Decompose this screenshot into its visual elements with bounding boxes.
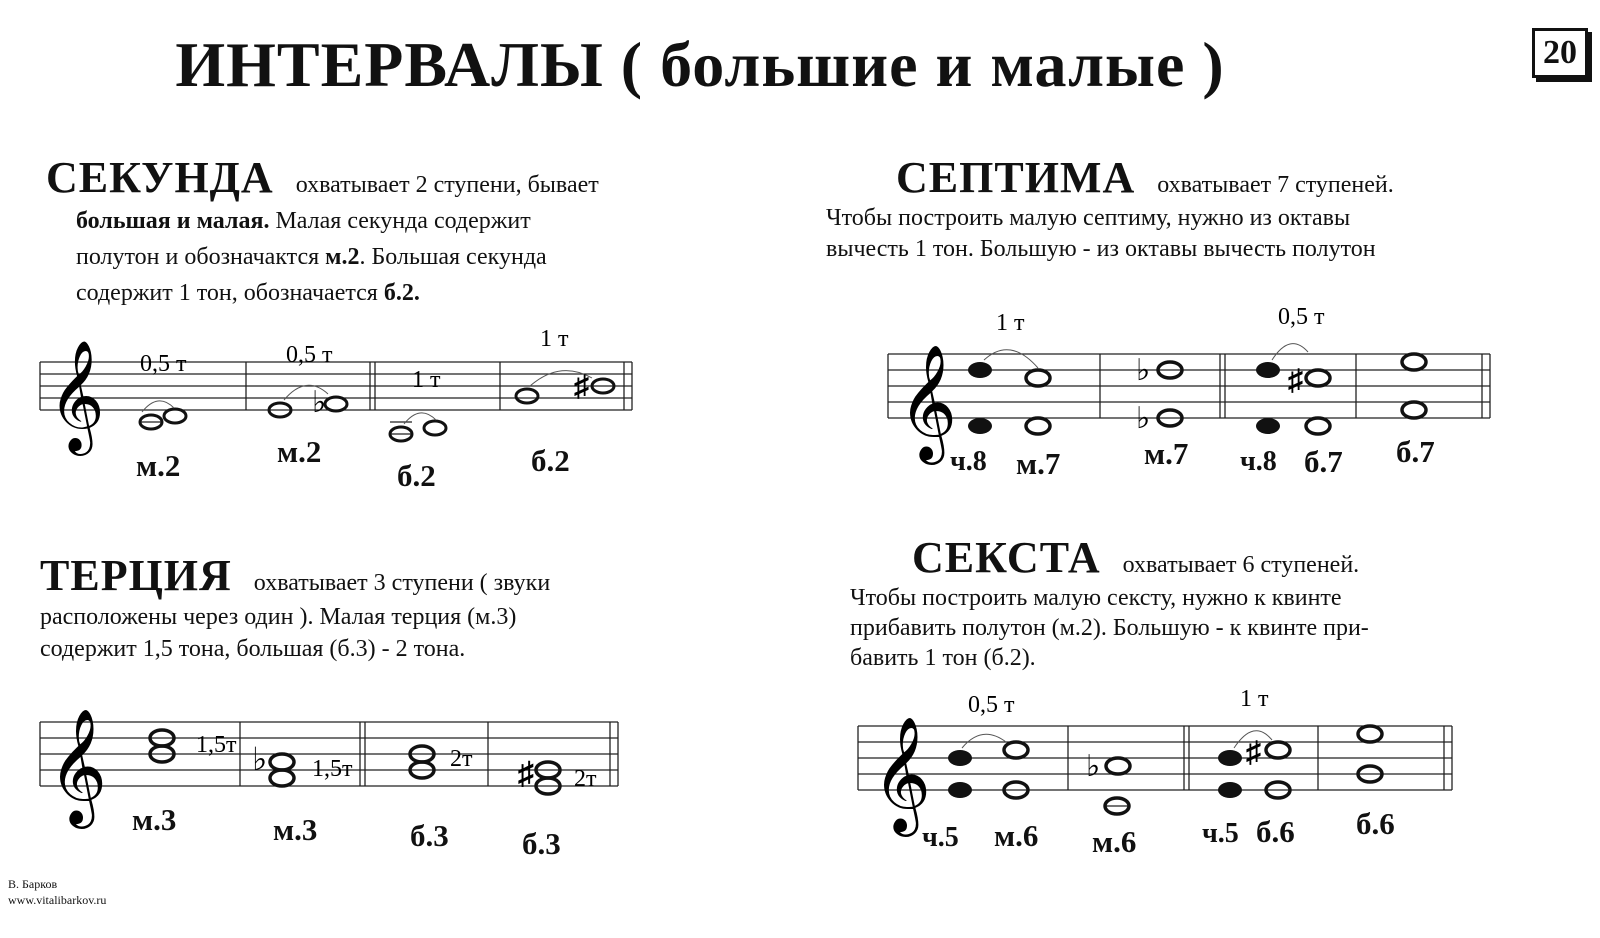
annotation: 1 т <box>996 310 1025 336</box>
interval-label: м.3 <box>273 812 318 847</box>
annotation: 1,5т <box>196 732 237 758</box>
interval-label: б.7 <box>1396 434 1435 469</box>
treble-clef-icon: 𝄞 <box>48 342 105 449</box>
interval-label: ч.8 <box>950 446 987 477</box>
footer <box>8 876 106 908</box>
footer-site[interactable]: www.vitalibarkov.ru <box>8 893 107 907</box>
heading-third: ТЕРЦИЯ <box>40 551 232 600</box>
footer-author: В. Барков <box>8 877 58 891</box>
interval-label: ч.5 <box>1202 818 1239 849</box>
interval-label: м.7 <box>1144 436 1189 471</box>
sharp-icon: ♯ <box>518 755 534 791</box>
second-text-3-end: . Большая секунда <box>359 244 547 270</box>
seventh-text-1: охватывает 7 ступеней. <box>1157 172 1394 198</box>
flat-icon: ♭ <box>1136 354 1151 387</box>
interval-label: м.3 <box>132 802 177 837</box>
second-text-1: охватывает 2 ступени, бывает <box>295 172 599 198</box>
section-second <box>46 153 696 311</box>
sixth-text-4: бавить 1 тон (б.2). <box>850 645 1036 671</box>
second-text-2-bold: большая и малая. <box>76 208 270 234</box>
annotation: 1,5т <box>312 756 353 782</box>
sharp-icon: ♯ <box>574 370 589 403</box>
page-number: 20 <box>1532 28 1588 78</box>
interval-label: б.6 <box>1256 814 1295 849</box>
treble-clef-icon: 𝄞 <box>48 711 108 822</box>
page-title: ИНТЕРВАЛЫ ( большие и малые ) <box>175 29 1225 100</box>
interval-label: м.7 <box>1016 446 1061 481</box>
section-third <box>40 551 680 665</box>
heading-sixth: СЕКСТА <box>912 533 1101 582</box>
annotation: 2т <box>450 746 473 772</box>
sharp-icon: ♯ <box>1246 736 1261 769</box>
second-text-4: содержит 1 тон, обозначается <box>76 280 378 306</box>
interval-label: б.7 <box>1304 444 1343 479</box>
treble-clef-icon: 𝄞 <box>872 719 932 830</box>
treble-clef-icon: 𝄞 <box>898 347 958 458</box>
sharp-icon: ♯ <box>1288 364 1303 397</box>
seventh-text-3: вычесть 1 тон. Большую - из октавы вычесть полутон <box>826 236 1376 262</box>
annotation: 2т <box>574 766 597 792</box>
interval-label: м.6 <box>994 818 1039 853</box>
interval-label: м.2 <box>277 434 322 469</box>
second-text-3-bold: м.2 <box>325 244 360 270</box>
interval-label: б.2 <box>531 443 570 478</box>
interval-label: б.3 <box>522 826 561 861</box>
interval-label: ч.8 <box>1240 446 1277 477</box>
second-text-2: Малая секунда содержит <box>275 208 531 234</box>
annotation: 1 т <box>412 367 441 393</box>
sixth-text-3: прибавить полутон (м.2). Большую - к квинте при- <box>850 615 1369 641</box>
flat-icon: ♭ <box>312 386 327 419</box>
interval-label: м.2 <box>136 448 181 483</box>
annotation: 0,5 т <box>286 342 333 368</box>
interval-label: ч.5 <box>922 822 959 853</box>
seventh-text-2: Чтобы построить малую септиму, нужно из октавы <box>826 205 1351 231</box>
heading-second: СЕКУНДА <box>46 153 274 202</box>
third-text-2: расположены через один ). Малая терция (м.3) <box>40 604 517 630</box>
second-text-3: полутон и обозначактся <box>76 244 320 270</box>
section-sixth <box>850 533 1550 673</box>
interval-label: б.6 <box>1356 806 1395 841</box>
annotation: 1 т <box>1240 686 1269 712</box>
flat-icon: ♭ <box>252 741 268 777</box>
interval-label: м.6 <box>1092 824 1137 859</box>
third-text-1: охватывает 3 ступени ( звуки <box>253 570 551 596</box>
section-seventh <box>826 153 1566 265</box>
staff-third <box>40 700 640 830</box>
flat-icon: ♭ <box>1136 402 1151 435</box>
sixth-text-2: Чтобы построить малую сексту, нужно к квинте <box>850 585 1342 611</box>
staff-second <box>40 326 640 460</box>
annotation: 1 т <box>540 326 569 352</box>
annotation: 0,5 т <box>140 351 187 377</box>
annotation: 0,5 т <box>968 692 1015 718</box>
heading-seventh: СЕПТИМА <box>896 153 1136 202</box>
annotation: 0,5 т <box>1278 304 1325 330</box>
sixth-text-1: охватывает 6 ступеней. <box>1122 552 1360 578</box>
third-text-3: содержит 1,5 тона, большая (б.3) - 2 тона. <box>40 636 466 662</box>
second-text-4-bold: б.2. <box>383 280 420 306</box>
flat-icon: ♭ <box>1086 750 1101 783</box>
interval-label: б.2 <box>397 458 436 493</box>
interval-label: б.3 <box>410 818 449 853</box>
